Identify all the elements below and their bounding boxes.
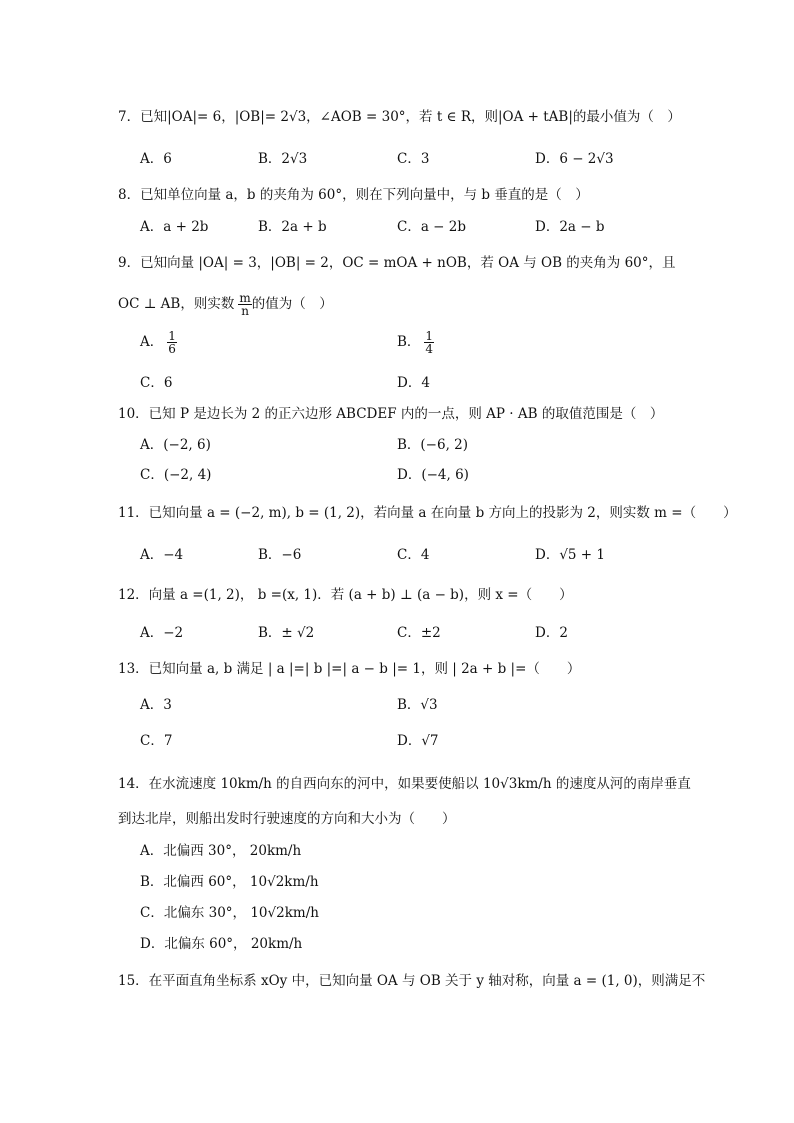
question-8-option-c: C．a − 2b bbox=[397, 219, 467, 235]
option-label: A． bbox=[140, 334, 164, 350]
fraction-numerator: 1 bbox=[168, 329, 176, 343]
question-9-option-a bbox=[140, 330, 177, 355]
question-9-option-b bbox=[397, 330, 434, 355]
fraction-denominator: 4 bbox=[425, 342, 434, 356]
question-13-option-b: B．√3 bbox=[397, 697, 438, 713]
question-8-option-b: B．2a + b bbox=[258, 219, 327, 235]
fraction-denominator: n bbox=[241, 304, 249, 318]
question-13-option-c: C．7 bbox=[140, 733, 173, 749]
question-9-option-c: C．6 bbox=[140, 375, 173, 391]
question-7-option-a: A．6 bbox=[140, 151, 172, 167]
question-14-option-b: B．北偏西 60°， 10√2km/h bbox=[140, 874, 319, 890]
question-9-stem-line2-before: OC ⊥ AB，则实数 bbox=[118, 296, 235, 312]
question-8-option-d: D．2a − b bbox=[535, 219, 605, 235]
question-10-stem: 10．已知 P 是边长为 2 的正六边形 ABCDEF 内的一点，则 AP · AB 的取值范围是（ ） bbox=[118, 406, 664, 422]
question-14-stem-line2: 到达北岸，则船出发时行驶速度的方向和大小为（ ） bbox=[118, 811, 456, 827]
question-14-option-d: D．北偏东 60°， 20km/h bbox=[140, 936, 303, 952]
question-8-option-a: A．a + 2b bbox=[140, 219, 209, 235]
one-sixth-fraction bbox=[167, 330, 177, 355]
question-9-stem-line2-after: 的值为（ ） bbox=[251, 296, 333, 312]
question-7-stem: 7．已知|OA|= 6，|OB|= 2√3，∠AOB = 30°，若 t ∈ R，则|OA + tAB|的最小值为（ ） bbox=[118, 109, 681, 125]
question-9-stem-line2 bbox=[118, 292, 333, 317]
question-11-option-b: B．−6 bbox=[258, 547, 302, 563]
question-7-option-b: B．2√3 bbox=[258, 151, 308, 167]
question-10-option-b: B．(−6, 2) bbox=[397, 437, 469, 453]
question-12-option-c: C．±2 bbox=[397, 625, 441, 641]
question-9-stem: 9．已知向量 |OA| = 3，|OB| = 2，OC = mOA + nOB，若 OA 与 OB 的夹角为 60°，且 bbox=[118, 255, 676, 271]
question-11-option-d: D．√5 + 1 bbox=[535, 547, 605, 563]
question-14-option-c: C．北偏东 30°， 10√2km/h bbox=[140, 905, 319, 921]
question-10-option-d: D．(−4, 6) bbox=[397, 467, 469, 483]
question-9-option-d: D．4 bbox=[397, 375, 430, 391]
question-8-stem: 8．已知单位向量 a，b 的夹角为 60°，则在下列向量中，与 b 垂直的是（ ） bbox=[118, 187, 589, 203]
question-14-option-a: A．北偏西 30°， 20km/h bbox=[140, 843, 302, 859]
question-14-stem: 14．在水流速度 10km/h 的自西向东的河中，如果要使船以 10√3km/h 的速度从河的南岸垂直 bbox=[118, 776, 691, 792]
question-13-option-d: D．√7 bbox=[397, 733, 439, 749]
fraction-numerator: 1 bbox=[425, 329, 434, 343]
question-11-option-c: C．4 bbox=[397, 547, 430, 563]
question-11-stem: 11．已知向量 a = (−2, m), b = (1, 2)，若向量 a 在向量 b 方向上的投影为 2，则实数 m =（ ） bbox=[118, 505, 737, 521]
option-label: B． bbox=[397, 334, 421, 350]
m-over-n-fraction bbox=[238, 292, 251, 317]
question-15-stem: 15．在平面直角坐标系 xOy 中，已知向量 OA 与 OB 关于 y 轴对称，向量 a = (1, 0)，则满足不 bbox=[118, 973, 706, 989]
question-12-option-a: A．−2 bbox=[140, 625, 184, 641]
question-12-option-d: D．2 bbox=[535, 625, 568, 641]
question-10-option-c: C．(−2, 4) bbox=[140, 467, 212, 483]
question-11-option-a: A．−4 bbox=[140, 547, 184, 563]
question-7-option-d: D．6 − 2√3 bbox=[535, 151, 614, 167]
fraction-numerator: m bbox=[239, 291, 251, 305]
question-10-option-a: A．(−2, 6) bbox=[140, 437, 211, 453]
question-13-option-a: A．3 bbox=[140, 697, 172, 713]
fraction-denominator: 6 bbox=[168, 342, 176, 356]
one-quarter-fraction bbox=[424, 330, 434, 355]
question-13-stem: 13．已知向量 a, b 满足 | a |=| b |=| a − b |= 1，则 | 2a + b |=（ ） bbox=[118, 661, 581, 677]
question-7-option-c: C．3 bbox=[397, 151, 430, 167]
question-12-stem: 12．向量 a =(1, 2)， b =(x, 1)．若 (a + b) ⊥ (a − b)，则 x =（ ） bbox=[118, 587, 573, 603]
question-12-option-b: B．± √2 bbox=[258, 625, 315, 641]
